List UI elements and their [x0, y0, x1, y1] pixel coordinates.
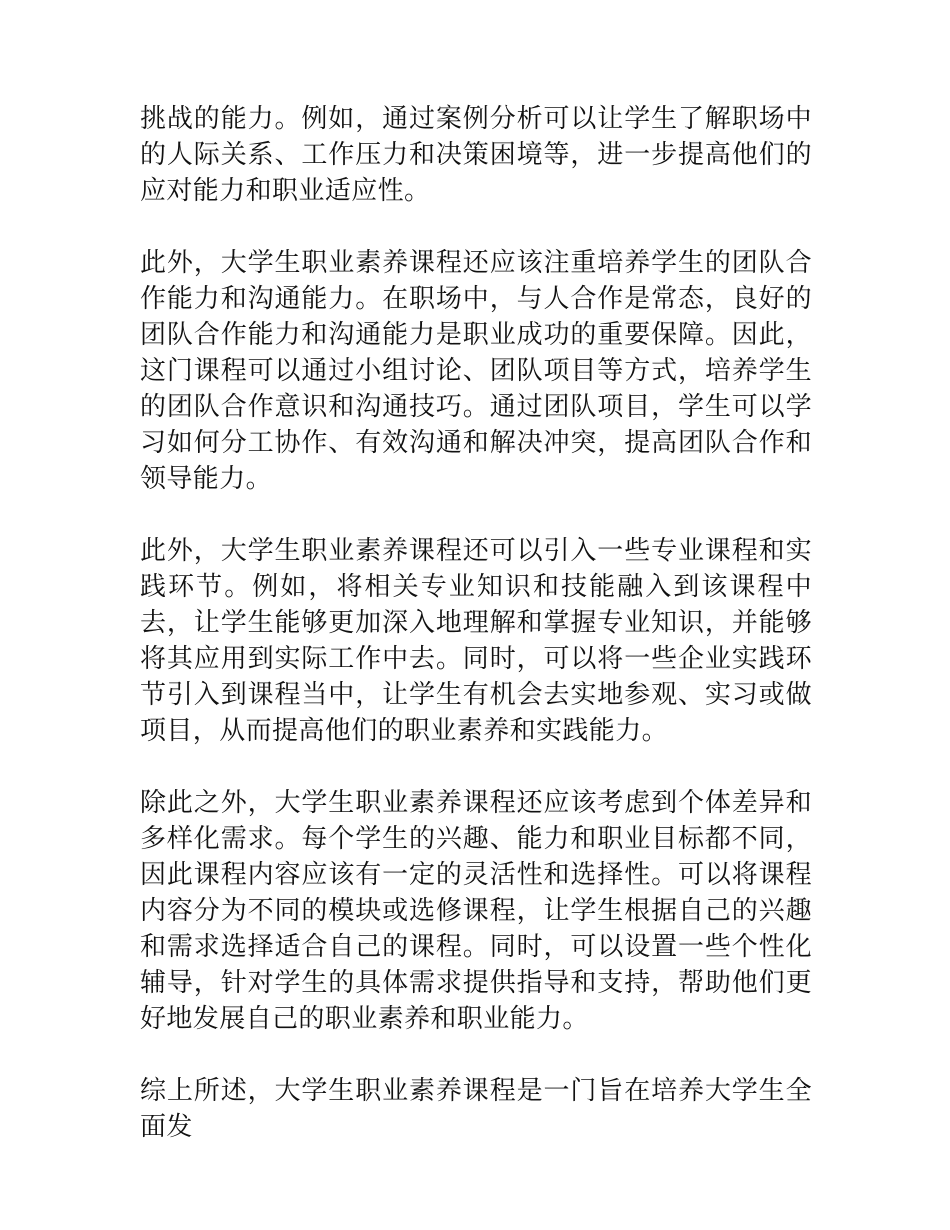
paragraph-4: 除此之外，大学生职业素养课程还应该考虑到个体差异和多样化需求。每个学生的兴趣、能力和职业目标都不同，因此课程内容应该有一定的灵活性和选择性。可以将课程内容分为不同的模块或选修课程，让学生根据自己的兴趣和需求选择适合自己的课程。同时，可以设置一些个性化辅导，针对学生的具体需求提供指导和支持，帮助他们更好地发展自己的职业素养和职业能力。 [140, 788, 812, 1034]
document-body [140, 101, 812, 1181]
paragraph-2: 此外，大学生职业素养课程还应该注重培养学生的团队合作能力和沟通能力。在职场中，与人合作是常态，良好的团队合作能力和沟通能力是职业成功的重要保障。因此，这门课程可以通过小组讨论、团队项目等方式，培养学生的团队合作意识和沟通技巧。通过团队项目，学生可以学习如何分工协作、有效沟通和解决冲突，提高团队合作和领导能力。 [140, 248, 812, 494]
paragraph-3: 此外，大学生职业素养课程还可以引入一些专业课程和实践环节。例如，将相关专业知识和技能融入到该课程中去，让学生能够更加深入地理解和掌握专业知识，并能够将其应用到实际工作中去。同时，可以将一些企业实践环节引入到课程当中，让学生有机会去实地参观、实习或做项目，从而提高他们的职业素养和实践能力。 [140, 536, 812, 746]
paragraph-5: 综上所述，大学生职业素养课程是一门旨在培养大学生全面发 [140, 1076, 812, 1142]
paragraph-1: 挑战的能力。例如，通过案例分析可以让学生了解职场中的人际关系、工作压力和决策困境等，进一步提高他们的应对能力和职业适应性。 [140, 104, 812, 206]
